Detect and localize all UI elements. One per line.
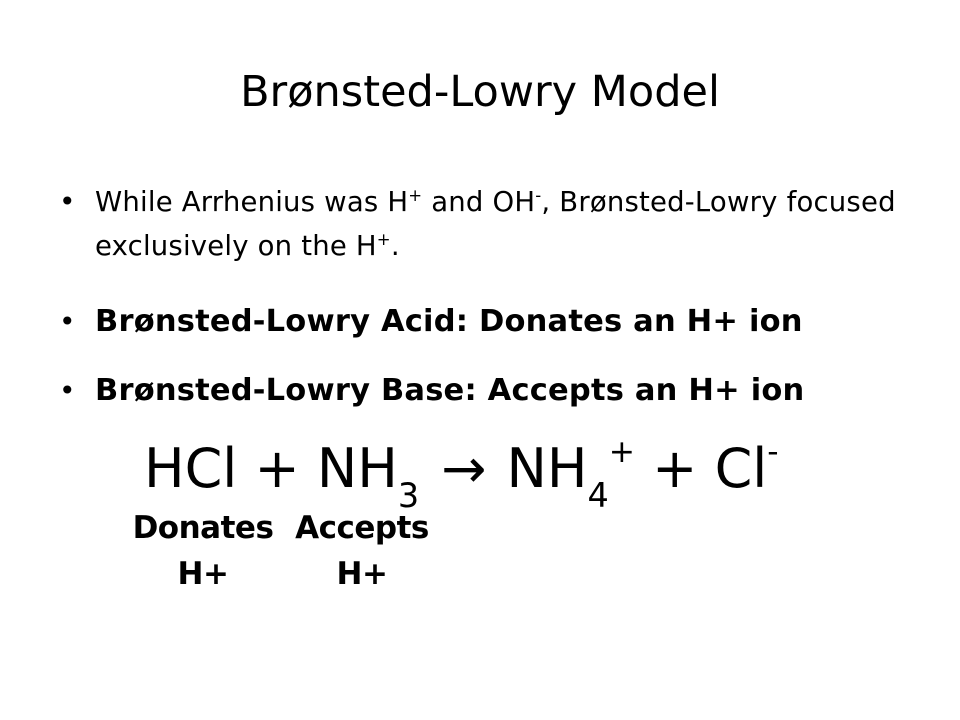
reactant-nh3: NH: [316, 437, 398, 500]
slide-title: Brønsted-Lowry Model: [240, 67, 720, 117]
reactant-hcl: HCl: [144, 437, 238, 500]
bullet-text-part: While Arrhenius was H: [95, 186, 409, 218]
accepts-label-line2: H+: [336, 556, 388, 592]
bullet-acid-definition: [55, 302, 915, 346]
bullet-text-part: , Brønsted-Lowry focused exclusively on the H: [95, 186, 896, 262]
superscript-minus: -: [767, 434, 779, 470]
bullet-marker: •: [59, 374, 76, 407]
accepts-label: [282, 505, 442, 597]
plus-sign: +: [237, 437, 317, 500]
subscript-4: 4: [587, 475, 609, 515]
donates-label: [118, 505, 288, 597]
donates-label-line2: H+: [177, 556, 229, 592]
bullet-text-part: .: [390, 230, 400, 262]
bullet-text-part: and OH: [422, 186, 536, 218]
bullet-marker: •: [59, 305, 76, 338]
bullet-base-definition: [55, 371, 915, 415]
bullet-text: [95, 180, 915, 268]
superscript-plus: +: [408, 185, 423, 205]
bullet-text: Brønsted-Lowry Base: Accepts an H+ ion: [95, 373, 805, 408]
bullet-marker: •: [59, 185, 76, 218]
plus-sign: +: [635, 437, 715, 500]
product-nh4: NH: [506, 437, 588, 500]
product-cl: Cl: [714, 437, 768, 500]
donates-label-line1: Donates: [132, 510, 274, 546]
superscript-plus: +: [376, 229, 391, 249]
reaction-arrow-icon: →: [441, 437, 487, 500]
subscript-3: 3: [397, 475, 420, 515]
bullet-text: Brønsted-Lowry Acid: Donates an H+ ion: [95, 304, 803, 339]
accepts-label-line1: Accepts: [295, 510, 429, 546]
bullet-arrhenius-comparison: [55, 180, 915, 270]
superscript-plus: +: [608, 434, 635, 470]
superscript-minus: -: [535, 185, 542, 205]
